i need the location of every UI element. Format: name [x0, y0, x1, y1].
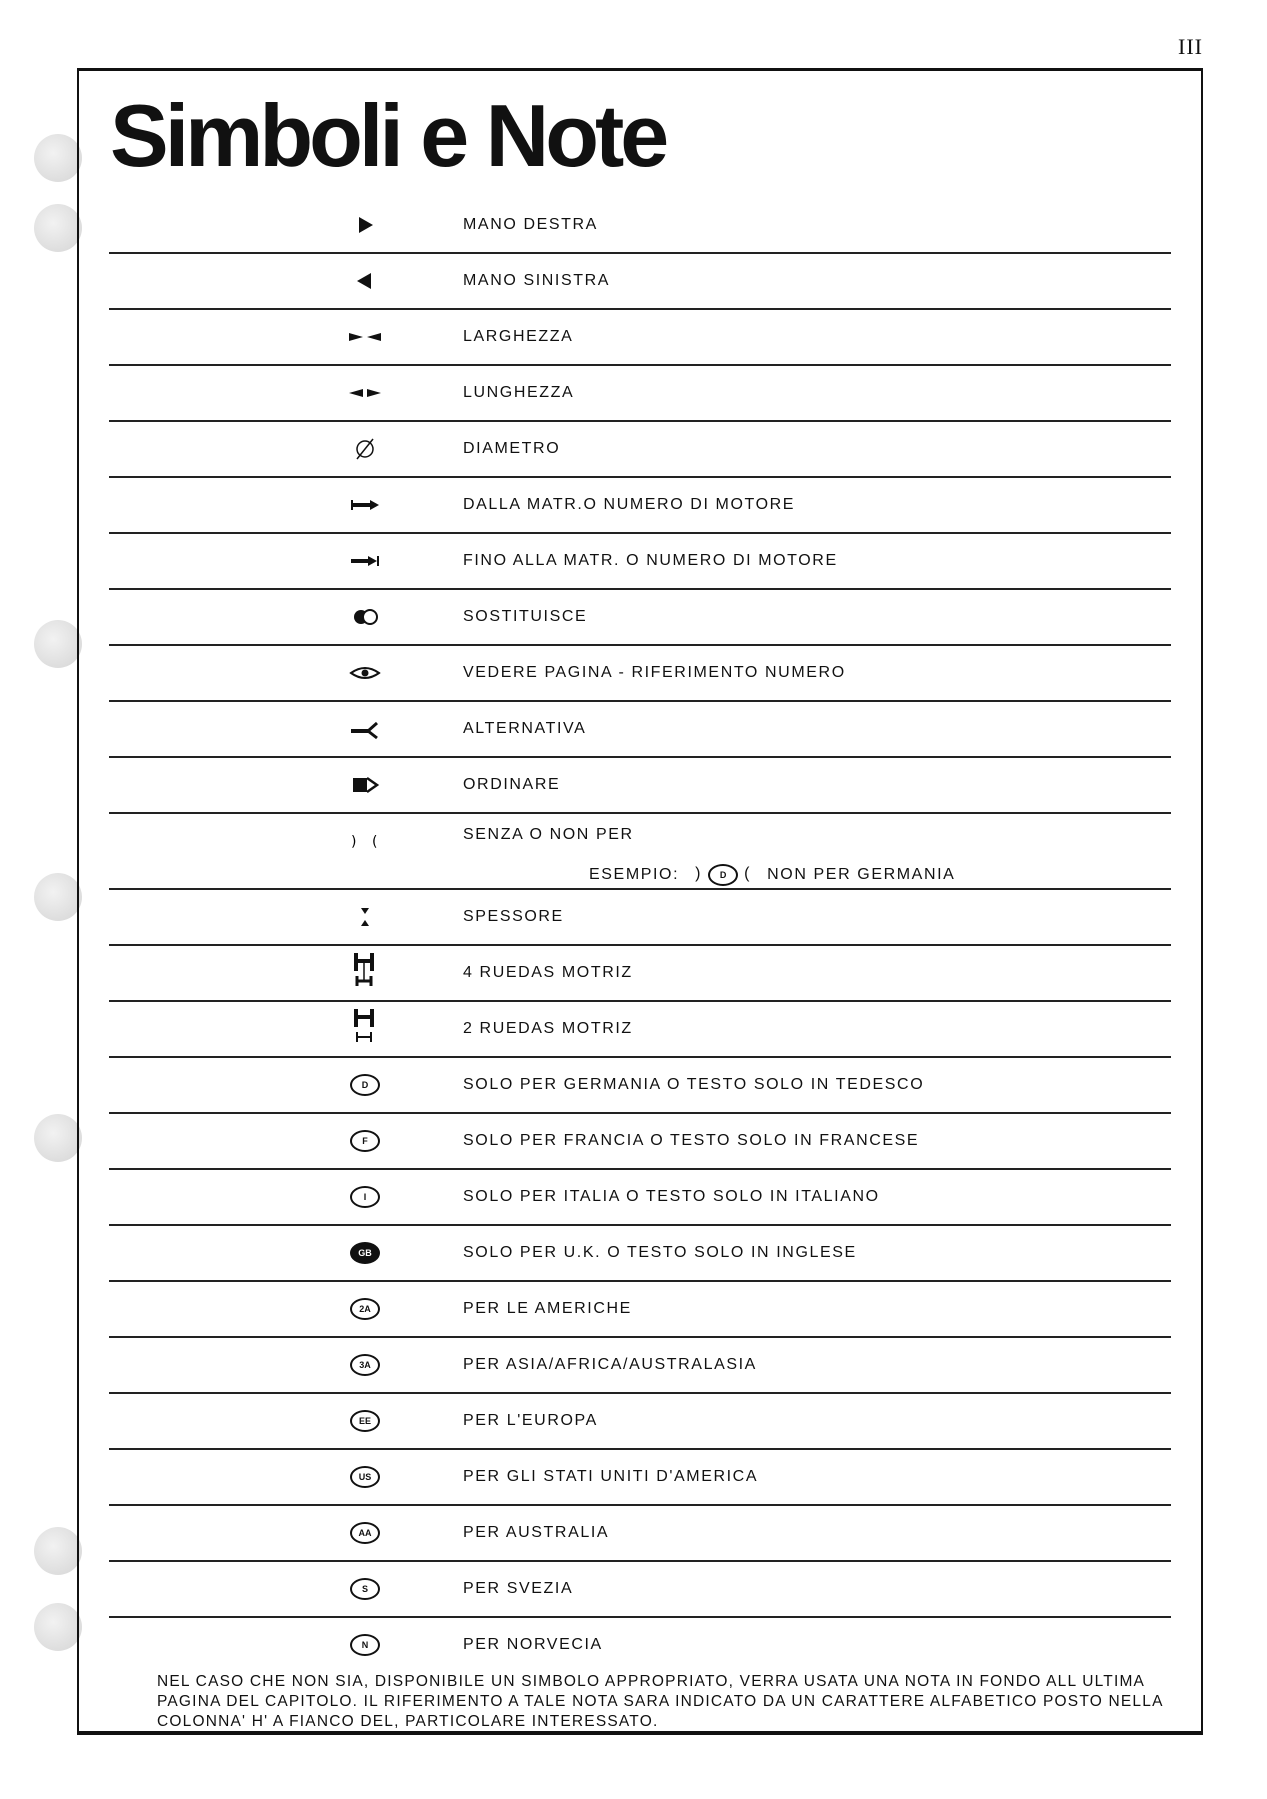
table-row	[109, 1226, 1171, 1282]
diameter-icon	[343, 436, 387, 462]
country-badge-icon	[343, 1352, 387, 1378]
country-code: GB	[350, 1242, 380, 1264]
thickness-icon	[343, 904, 387, 930]
symbol-label: MANO SINISTRA	[463, 272, 611, 289]
table-row	[109, 254, 1171, 310]
table-row	[109, 534, 1171, 590]
country-badge-icon	[343, 1408, 387, 1434]
table-row	[109, 1394, 1171, 1450]
country-code: D	[708, 864, 738, 886]
symbol-label: 4 RUEDAS MOTRIZ	[463, 964, 633, 981]
symbol-label: SOLO PER U.K. O TESTO SOLO IN INGLESE	[463, 1244, 857, 1261]
country-code: F	[350, 1130, 380, 1152]
table-row	[109, 1450, 1171, 1506]
table-row	[109, 646, 1171, 702]
four-wheel-drive-icon	[343, 950, 387, 992]
table-row	[109, 1282, 1171, 1338]
table-row	[109, 1058, 1171, 1114]
symbol-label: SOLO PER GERMANIA O TESTO SOLO IN TEDESCO	[463, 1076, 925, 1093]
table-row	[109, 366, 1171, 422]
symbol-label: ORDINARE	[463, 776, 561, 793]
symbol-label: PER NORVECIA	[463, 1636, 603, 1653]
left-triangle-icon	[343, 268, 387, 294]
svg-text:(: (	[372, 834, 378, 850]
two-wheel-drive-icon	[343, 1006, 387, 1048]
symbol-label: SOLO PER ITALIA O TESTO SOLO IN ITALIANO	[463, 1188, 880, 1205]
country-code: US	[350, 1466, 380, 1488]
table-row	[109, 1562, 1171, 1618]
symbol-label: SENZA O NON PER	[463, 826, 634, 843]
table-row	[109, 1338, 1171, 1394]
table-row	[109, 478, 1171, 534]
country-code: N	[350, 1634, 380, 1656]
country-code: AA	[350, 1522, 380, 1544]
country-code: D	[350, 1074, 380, 1096]
width-arrows-icon	[343, 324, 387, 350]
table-row	[109, 422, 1171, 478]
alternative-icon	[343, 716, 387, 742]
table-row	[109, 1618, 1171, 1672]
eye-icon	[343, 660, 387, 686]
table-row	[109, 1506, 1171, 1562]
symbol-label: PER ASIA/AFRICA/AUSTRALASIA	[463, 1356, 757, 1373]
symbol-label: DIAMETRO	[463, 440, 561, 457]
table-row	[109, 702, 1171, 758]
symbol-label: PER SVEZIA	[463, 1580, 574, 1597]
symbol-label: FINO ALLA MATR. O NUMERO DI MOTORE	[463, 552, 838, 569]
country-code: I	[350, 1186, 380, 1208]
table-row	[109, 310, 1171, 366]
symbol-label: 2 RUEDAS MOTRIZ	[463, 1020, 633, 1037]
table-row	[109, 890, 1171, 946]
right-triangle-icon	[343, 212, 387, 238]
table-row	[109, 198, 1171, 254]
table-row	[109, 1114, 1171, 1170]
country-code: 2A	[350, 1298, 380, 1320]
country-badge-icon	[343, 1240, 387, 1266]
table-row	[109, 1170, 1171, 1226]
from-arrow-icon	[343, 492, 387, 518]
example	[589, 864, 955, 886]
symbol-label: PER GLI STATI UNITI D'AMERICA	[463, 1468, 759, 1485]
svg-text:): )	[351, 834, 357, 850]
without-badge-icon: ) D (	[695, 864, 751, 886]
table-row	[109, 1002, 1171, 1058]
example-label: ESEMPIO:	[589, 866, 680, 883]
page-title: Simboli e Note	[110, 86, 666, 185]
symbol-label: SOLO PER FRANCIA O TESTO SOLO IN FRANCESE	[463, 1132, 920, 1149]
replaces-icon	[343, 604, 387, 630]
country-code: EE	[350, 1410, 380, 1432]
country-badge-icon	[343, 1296, 387, 1322]
table-row	[109, 814, 1171, 890]
symbol-label: VEDERE PAGINA - RIFERIMENTO NUMERO	[463, 664, 846, 681]
footnote: NEL CASO CHE NON SIA, DISPONIBILE UN SIMBOLO APPROPRIATO, VERRA USATA UNA NOTA IN FONDO ALL ULTIMA PAGINA DEL CAPITOLO. IL RIFERIMENTO A TALE NOTA SARA INDICATO DA UN CARATTERE ALFABETICO POSTO NELLA COLONNA' H' A FIANCO DEL, PARTICOLARE INTERESSATO.	[157, 1673, 1163, 1730]
symbol-label: SOSTITUISCE	[463, 608, 588, 625]
symbol-label: SPESSORE	[463, 908, 564, 925]
country-code: S	[350, 1578, 380, 1600]
symbol-label: PER AUSTRALIA	[463, 1524, 610, 1541]
country-badge-icon	[343, 1632, 387, 1658]
symbol-table	[109, 198, 1171, 1672]
country-code: 3A	[350, 1354, 380, 1376]
country-badge-icon	[343, 1576, 387, 1602]
symbol-label: ALTERNATIVA	[463, 720, 587, 737]
symbol-label: LARGHEZZA	[463, 328, 574, 345]
until-arrow-icon	[343, 548, 387, 574]
country-badge-icon	[343, 1184, 387, 1210]
table-row	[109, 758, 1171, 814]
without-icon	[343, 828, 387, 854]
symbol-label: DALLA MATR.O NUMERO DI MOTORE	[463, 496, 796, 513]
symbol-label: LUNGHEZZA	[463, 384, 575, 401]
order-icon	[343, 772, 387, 798]
length-arrows-icon	[343, 380, 387, 406]
country-badge-icon	[343, 1072, 387, 1098]
country-badge-icon	[343, 1128, 387, 1154]
country-badge-icon	[343, 1464, 387, 1490]
table-row	[109, 590, 1171, 646]
page-number: III	[1178, 34, 1203, 59]
symbol-label: PER L'EUROPA	[463, 1412, 598, 1429]
country-badge-icon	[343, 1520, 387, 1546]
symbol-label: PER LE AMERICHE	[463, 1300, 632, 1317]
example-text: NON PER GERMANIA	[767, 866, 956, 883]
table-row	[109, 946, 1171, 1002]
symbol-label: MANO DESTRA	[463, 216, 598, 233]
